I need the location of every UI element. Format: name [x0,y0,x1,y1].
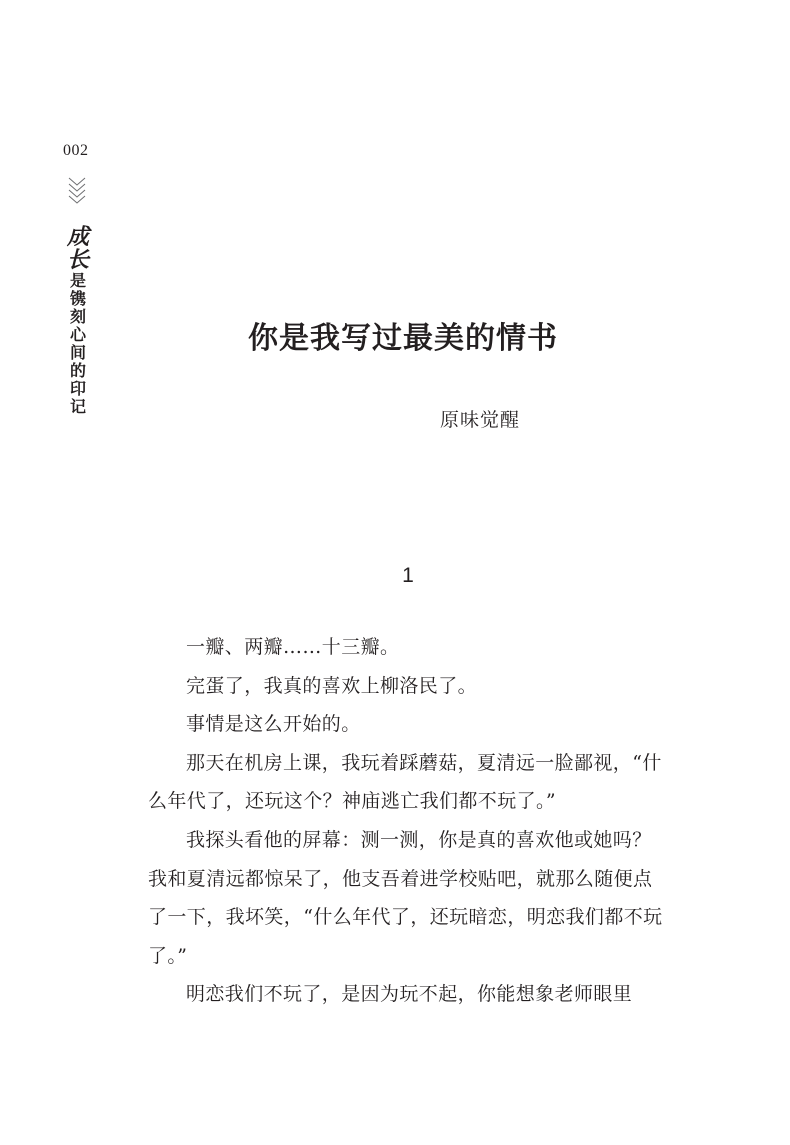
paragraph: 我探头看他的屏幕：测一测，你是真的喜欢他或她吗？我和夏清远都惊呆了，他支吾着进学校贴吧，就那么随便点了一下，我坏笑，“什么年代了，还玩暗恋，明恋我们都不玩了。” [148,828,663,967]
title-char: 间 [69,342,86,362]
author-name: 原味觉醒 [440,409,521,431]
vertical-title-large [66,226,90,272]
section-number: 1 [402,564,414,587]
paragraph: 那天在机房上课，我玩着踩蘑菇，夏清远一脸鄙视，“什么年代了，还玩这个？神庙逃亡我们都不玩了。” [148,751,662,813]
title-char: 刻 [69,307,86,326]
title-char: 长 [66,247,89,274]
title-char: 成 [66,224,89,250]
paragraph: 事情是这么开始的。 [186,713,361,736]
title-char: 镌 [69,289,86,309]
article-body [148,628,668,1014]
title-char: 记 [69,396,86,416]
title-char: 的 [69,360,86,380]
paragraph: 一瓣、两瓣……十三瓣。 [186,636,400,658]
title-char: 是 [69,271,86,291]
page-number: 002 [63,142,89,159]
title-char: 印 [69,378,86,398]
article-title: 你是我写过最美的情书 [248,321,558,356]
triple-chevron-down-icon [67,176,87,208]
paragraph: 完蛋了，我真的喜欢上柳洛民了。 [186,674,478,697]
title-char: 心 [69,324,86,344]
paragraph: 明恋我们不玩了，是因为玩不起，你能想象老师眼里 [186,983,633,1006]
